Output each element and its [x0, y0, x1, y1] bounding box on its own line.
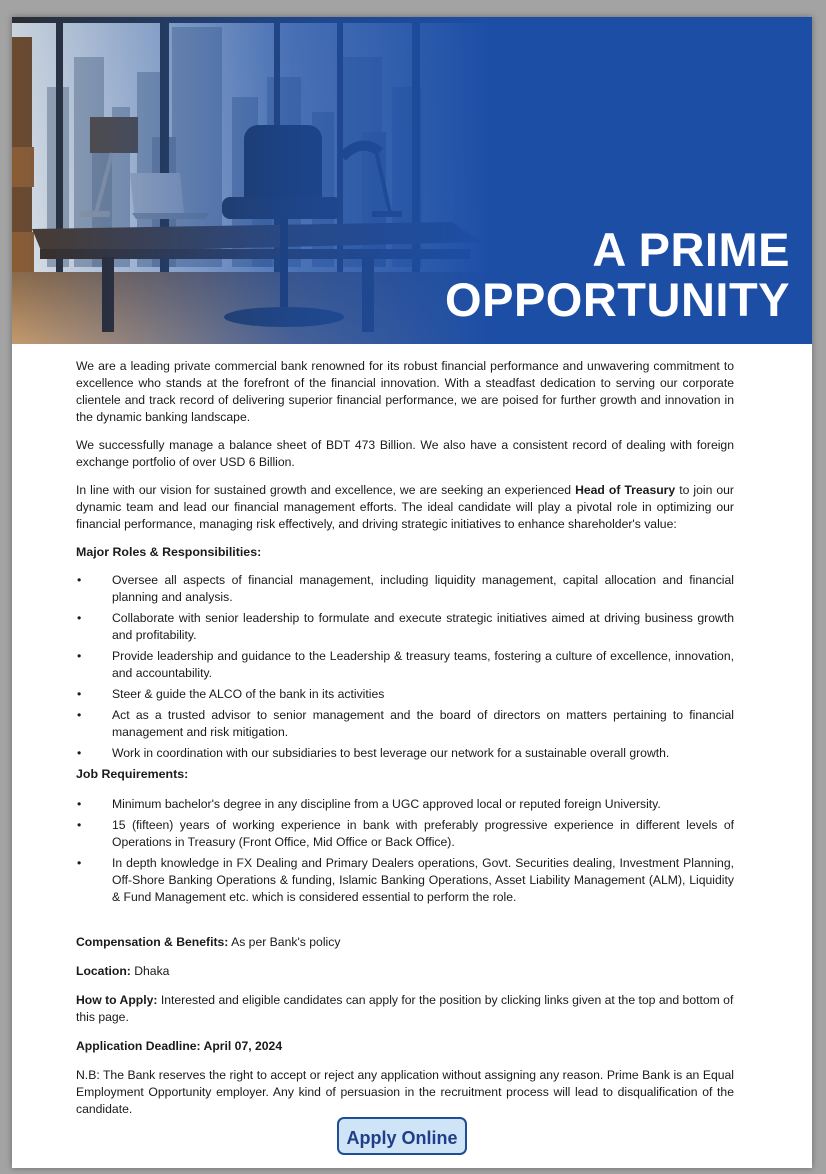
list-item-text: Work in coordination with our subsidiaries to best leverage our network for a sustainable overall growth.	[112, 746, 670, 760]
roles-list	[76, 572, 734, 762]
list-item	[76, 648, 734, 682]
bullet-icon: •	[77, 746, 82, 760]
list-item-text: Minimum bachelor's degree in any discipline from a UGC approved local or reputed foreign University.	[112, 797, 661, 811]
job-ad-page	[12, 17, 812, 1168]
banner-title-line1: A PRIME	[592, 223, 790, 276]
intro-p3-before: In line with our vision for sustained growth and excellence, we are seeking an experienced	[76, 483, 576, 497]
list-item	[76, 796, 734, 813]
intro-paragraph-3	[76, 482, 734, 533]
list-item-text: Act as a trusted advisor to senior management and the board of directors on matters pertaining to financial management and risk mitigation.	[112, 708, 734, 739]
disclaimer-note: N.B: The Bank reserves the right to accept or reject any application without assigning any reason. Prime Bank is an Equal Employment Opportunity employer. Any kind of persuasion in the recruitment process will lead to disqualification of the candidate.	[76, 1068, 734, 1116]
bullet-icon: •	[77, 687, 82, 701]
application-deadline	[76, 1038, 734, 1055]
list-item	[76, 855, 734, 906]
list-item	[76, 572, 734, 606]
list-item	[76, 707, 734, 741]
bullet-icon: •	[77, 818, 82, 832]
intro-paragraph-1: We are a leading private commercial bank renowned for its robust financial performance and unwavering commitment to excellence who stands at the forefront of the financial innovation. With a steadfast dedication to serving our corporate clientele and track record of delivering superior financial performance, we are poised for further growth and innovation in the dynamic banking landscape.	[76, 359, 734, 424]
bullet-icon: •	[77, 856, 82, 870]
job-description	[76, 358, 734, 1129]
list-item-text: Provide leadership and guidance to the Leadership & treasury teams, fostering a culture of excellence, innovation, and accountability.	[112, 649, 734, 680]
bullet-icon: •	[77, 611, 82, 625]
compensation-value: As per Bank's policy	[228, 935, 341, 949]
bullet-icon: •	[77, 708, 82, 722]
deadline-text: Application Deadline: April 07, 2024	[76, 1039, 283, 1053]
location-label: Location:	[76, 964, 131, 978]
list-item	[76, 686, 734, 703]
list-item-text: Collaborate with senior leadership to formulate and execute strategic initiatives aimed at driving business growth and profitability.	[112, 611, 734, 642]
bullet-icon: •	[77, 797, 82, 811]
roles-heading: Major Roles & Responsibilities:	[76, 545, 262, 559]
how-to-apply-label: How to Apply:	[76, 993, 158, 1007]
banner-title-line2: OPPORTUNITY	[445, 273, 790, 326]
requirements-heading: Job Requirements:	[76, 767, 189, 781]
list-item	[76, 745, 734, 762]
location-line	[76, 963, 734, 980]
list-item-text: In depth knowledge in FX Dealing and Primary Dealers operations, Govt. Securities dealing, Investment Planning, Off-Shore Banking Operations & funding, Islamic Banking Operations, Asset Liability Management (ALM), Liquidity & Fund Management etc. which is considered essential to perform the role.	[112, 856, 734, 904]
intro-p3-after: to join our dynamic team and lead our financial management efforts. The ideal candidate will play a pivotal role in optimizing our financial performance, managing risk effectively, and driving strategic initiatives to enhance shareholder's value:	[76, 483, 734, 531]
how-to-apply-line	[76, 992, 734, 1026]
location-value: Dhaka	[130, 964, 170, 978]
position-title: Head of Treasury	[575, 483, 676, 497]
list-item	[76, 610, 734, 644]
compensation-label: Compensation & Benefits:	[76, 935, 229, 949]
list-item-text: 15 (fifteen) years of working experience in bank with preferably progressive experience in different levels of Operations in Treasury (Front Office, Mid Office or Back Office).	[112, 818, 734, 849]
list-item-text: Steer & guide the ALCO of the bank in its activities	[112, 687, 385, 701]
bullet-icon: •	[77, 573, 82, 587]
requirements-list	[76, 796, 734, 906]
compensation-line	[76, 934, 734, 951]
intro-paragraph-2: We successfully manage a balance sheet of BDT 473 Billion. We also have a consistent record of dealing with foreign exchange portfolio of over USD 6 Billion.	[76, 438, 734, 469]
hero-banner	[12, 17, 812, 344]
bullet-icon: •	[77, 649, 82, 663]
apply-online-button[interactable]: Apply Online	[337, 1117, 467, 1155]
banner-title	[445, 225, 790, 325]
list-item-text: Oversee all aspects of financial management, including liquidity management, capital allocation and financial planning and analysis.	[112, 573, 734, 604]
how-to-apply-value: Interested and eligible candidates can apply for the position by clicking links given at the top and bottom of this page.	[76, 993, 734, 1024]
list-item	[76, 817, 734, 851]
